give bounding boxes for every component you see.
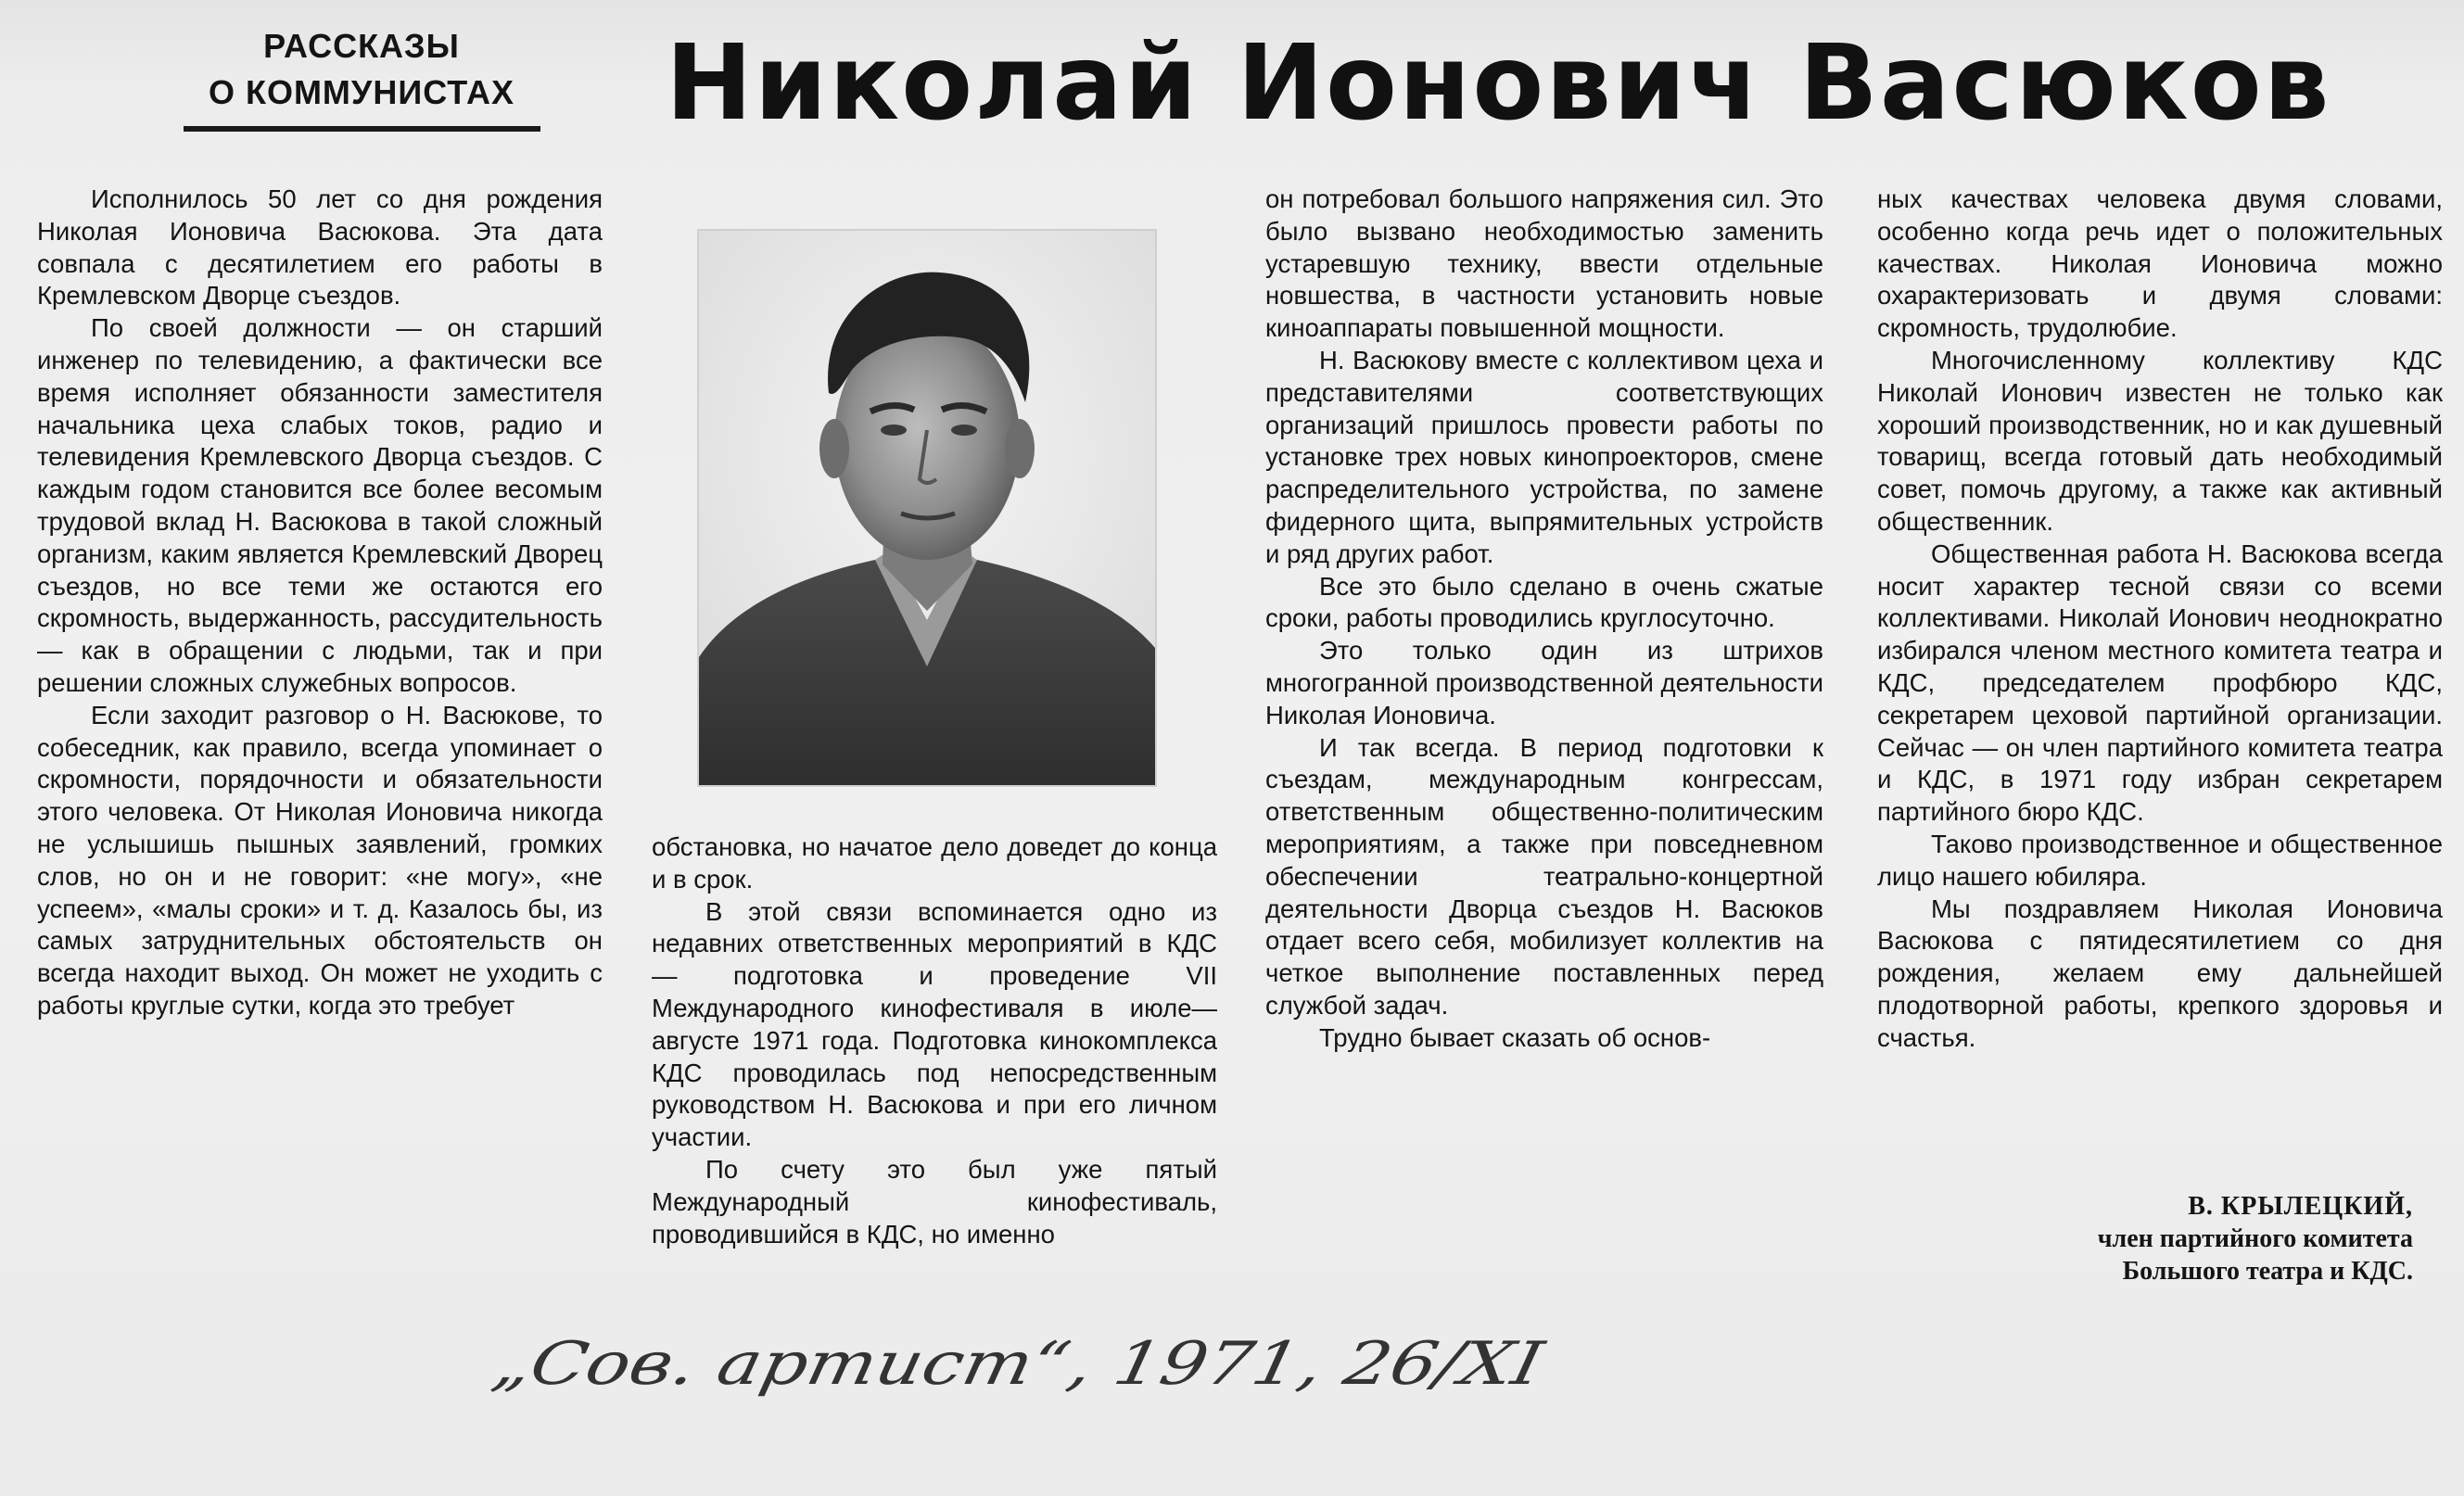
paragraph: Многочисленному коллективу КДС Николай Ионович известен не только как хороший производственник, но и как душевный товарищ, всегда готовый дать необходимый совет, помочь другому, а также как активный общественник. bbox=[1877, 345, 2443, 536]
paragraph: ных качествах человека двумя словами, особенно когда речь идет о положительных качествах. Николая Ионовича можно охарактеризовать и двумя словами: скромность, трудолюбие. bbox=[1877, 184, 2443, 343]
paragraph: И так всегда. В период подготовки к съездам, международным конгрессам, ответственным общественно-политическим мероприятиям, а также при повседневном обеспечении театрально-концертной деятельности Дворца съездов Н. Васюков отдает всего себя, мобилизует коллектив на четкое выполнение поставленных перед службой задач. bbox=[1265, 732, 1823, 1020]
author-name: В. КРЫЛЕЦКИЙ, bbox=[2188, 1192, 2413, 1221]
article-column-2 bbox=[652, 831, 1217, 1250]
article-column-3 bbox=[1265, 184, 1823, 1055]
paragraph: Это только один из штрихов многогранной производственной деятельности Николая Ионовича. bbox=[1265, 636, 1823, 729]
paragraph: По своей должности — он старший инженер по телевидению, а фактически все время исполняет обязанности заместителя начальника цеха слабых токов, радио и телевидения Кремлевского Дворца съездов. С каждым годом становится все более весомым трудовой вклад Н. Васюкова в такой сложный организм, каким является Кремлевский Дворец съездов, но все теми же остаются его скромность, выдержанность, рассудительность — как в обращении с людьми, так и при решении сложных служебных вопросов. bbox=[37, 313, 603, 697]
paragraph: Таково производственное и общественное лицо нашего юбиляра. bbox=[1877, 829, 2443, 891]
paragraph: он потребовал большого напряжения сил. Это было вызвано необходимостью заменить устаревшую технику, ввести отдельные новшества, в частности установить новые киноаппараты повышенной мощности. bbox=[1265, 184, 1823, 343]
rubric-line-1: РАССКАЗЫ bbox=[263, 27, 460, 65]
portrait-photo bbox=[697, 229, 1157, 787]
paragraph: Общественная работа Н. Васюкова всегда носит характер тесной связи со всеми коллективами. Николай Ионович неоднократно избирался членом местного комитета театра и КДС, председателем профбюро КДС, секретарем цеховой партийной организации. Сейчас — он член партийного комитета театра и КДС, в 1971 году избран секретарем партийного бюро КДС. bbox=[1877, 539, 2443, 827]
paragraph: В этой связи вспоминается одно из недавних ответственных мероприятий в КДС — подготовка и проведение VII Международного кинофестиваля в июле—августе 1971 года. Подготовка кинокомплекса КДС проводилась под непосредственным руководством Н. Васюкова и при его личном участии. bbox=[652, 896, 1217, 1152]
author-title-line-1: член партийного комитета bbox=[2097, 1224, 2413, 1253]
rubric-underline bbox=[184, 126, 540, 132]
print-bleed-through bbox=[1112, 148, 1119, 174]
article-column-4 bbox=[1877, 184, 2443, 1055]
paragraph: Мы поздравляем Николая Ионовича Васюкова с пятидесятилетием со дня рождения, желаем ему дальнейшей плодотворной работы, крепкого здоровья и счастья. bbox=[1877, 894, 2443, 1052]
paragraph: Н. Васюкову вместе с коллективом цеха и представителями соответствующих организаций пришлось провести работы по установке трех новых кинопроекторов, смене распределительного устройства, по замене фидерного щита, выпрямительных устройств и ряд других работ. bbox=[1265, 345, 1823, 568]
paragraph: обстановка, но начатое дело доведет до конца и в срок. bbox=[652, 832, 1217, 894]
paragraph: Если заходит разговор о Н. Васюкове, то собеседник, как правило, всегда упоминает о скромности, порядочности и обязательности этого человека. От Николая Ионовича никогда не услышишь пышных заявлений, громких слов, но он и не говорит: «не могу», «не успеем», «малы сроки» и т. д. Казалось бы, из самых затруднительных обстоятельств он всегда находит выход. Он может не уходить с работы круглые сутки, когда это требует bbox=[37, 700, 603, 1020]
handwritten-text: „Сов. артист“, 1971, 26/XI bbox=[487, 1329, 1361, 1399]
paragraph: Все это было сделано в очень сжатые сроки, работы проводились круглосуточно. bbox=[1265, 571, 1823, 633]
rubric-heading bbox=[176, 23, 547, 116]
paragraph: Трудно бывает сказать об основ- bbox=[1319, 1022, 1711, 1052]
rubric-line-2: О КОММУНИСТАХ bbox=[208, 73, 515, 111]
paragraph: Исполнилось 50 лет со дня рождения Николая Ионовича Васюкова. Эта дата совпала с десятилетием его работы в Кремлевском Дворце съездов. bbox=[37, 184, 603, 311]
article-headline: Николай Ионович Васюков bbox=[666, 23, 2331, 144]
author-signature bbox=[1924, 1190, 2413, 1287]
author-title-line-2: Большого театра и КДС. bbox=[2122, 1257, 2413, 1286]
paragraph: По счету это был уже пятый Международный кинофестиваль, проводившийся в КДС, но именно bbox=[652, 1154, 1217, 1249]
handwritten-source-note bbox=[477, 1312, 1590, 1414]
article-column-1 bbox=[37, 184, 603, 1022]
portrait-icon bbox=[699, 231, 1155, 785]
